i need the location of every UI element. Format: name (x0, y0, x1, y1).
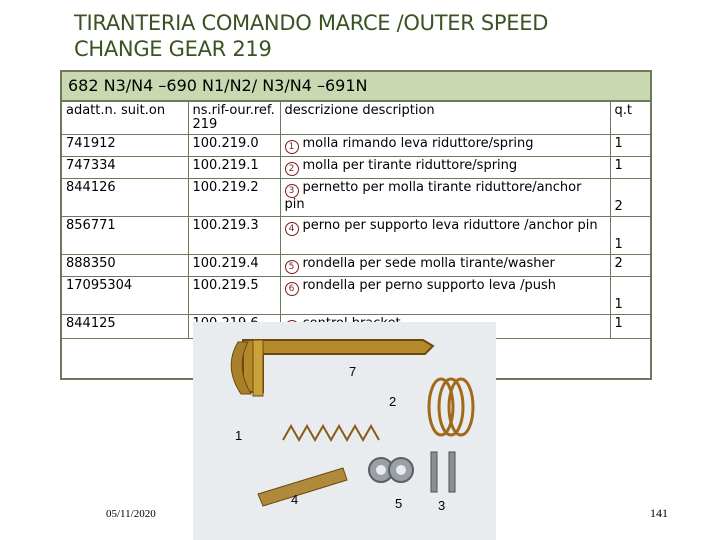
table-row (62, 135, 650, 157)
item-description: perno per supporto leva riduttore /anchor pin (302, 218, 598, 233)
cell-suit: 844126 (62, 179, 188, 217)
footer-date: 05/11/2020 (106, 508, 156, 520)
table-row (62, 217, 650, 255)
cell-ref: 100.219.4 (188, 255, 280, 277)
photo-label-3: 3 (438, 498, 446, 513)
cell-suit: 747334 (62, 157, 188, 179)
photo-label-1: 1 (235, 428, 243, 443)
photo-label-7: 7 (349, 364, 357, 379)
cell-suit: 17095304 (62, 277, 188, 315)
cell-desc (280, 217, 610, 255)
cell-suit: 888350 (62, 255, 188, 277)
photo-label-2: 2 (389, 394, 397, 409)
item-number-badge: 2 (285, 162, 299, 176)
table-header: 682 N3/N4 –690 N1/N2/ N3/N4 –691N (62, 72, 650, 102)
item-description: molla per tirante riduttore/spring (302, 158, 518, 173)
cell-qty: 2 (610, 179, 650, 217)
item-description: rondella per sede molla tirante/washer (302, 256, 555, 271)
cell-qty: 1 (610, 135, 650, 157)
cell-suit: 844125 (62, 315, 188, 339)
cell-ref: 100.219.0 (188, 135, 280, 157)
cell-suit: 741912 (62, 135, 188, 157)
cell-qty: 1 (610, 277, 650, 315)
item-description: rondella per perno supporto leva /push (302, 278, 557, 293)
photo-label-5: 5 (395, 496, 403, 511)
col-suit: adatt.n. suit.on (62, 102, 188, 135)
parts-illustration (193, 322, 496, 540)
cell-qty: 1 (610, 217, 650, 255)
cell-qty: 1 (610, 315, 650, 339)
table-row (62, 179, 650, 217)
title-line-2: CHANGE GEAR 219 (74, 37, 272, 61)
cell-ref: 100.219.2 (188, 179, 280, 217)
cell-ref: 100.219.1 (188, 157, 280, 179)
parts-photo (193, 322, 496, 540)
item-number-badge: 5 (285, 260, 299, 274)
table-row (62, 255, 650, 277)
cell-desc (280, 255, 610, 277)
parts-grid (62, 102, 650, 339)
cell-desc (280, 277, 610, 315)
item-description: molla rimando leva riduttore/spring (302, 136, 534, 151)
cell-desc (280, 135, 610, 157)
page-title (74, 10, 694, 62)
column-header-row (62, 102, 650, 135)
cell-suit: 856771 (62, 217, 188, 255)
cell-ref: 100.219.3 (188, 217, 280, 255)
table-row (62, 157, 650, 179)
page-number: 141 (650, 506, 668, 520)
item-number-badge: 4 (285, 222, 299, 236)
item-number-badge: 1 (285, 140, 299, 154)
item-description: pernetto per molla tirante riduttore/anchor pin (284, 180, 582, 212)
col-qty: q.t (610, 102, 650, 135)
col-desc: descrizione description (280, 102, 610, 135)
item-number-badge: 3 (285, 184, 299, 198)
cell-desc (280, 179, 610, 217)
cell-ref: 100.219.5 (188, 277, 280, 315)
photo-label-4: 4 (291, 492, 299, 507)
cell-qty: 1 (610, 157, 650, 179)
cell-desc (280, 157, 610, 179)
title-line-1: TIRANTERIA COMANDO MARCE /OUTER SPEED (74, 11, 549, 35)
table-row (62, 277, 650, 315)
item-number-badge: 6 (285, 282, 299, 296)
cell-qty: 2 (610, 255, 650, 277)
col-ref: ns.rif-our.ref. 219 (188, 102, 280, 135)
